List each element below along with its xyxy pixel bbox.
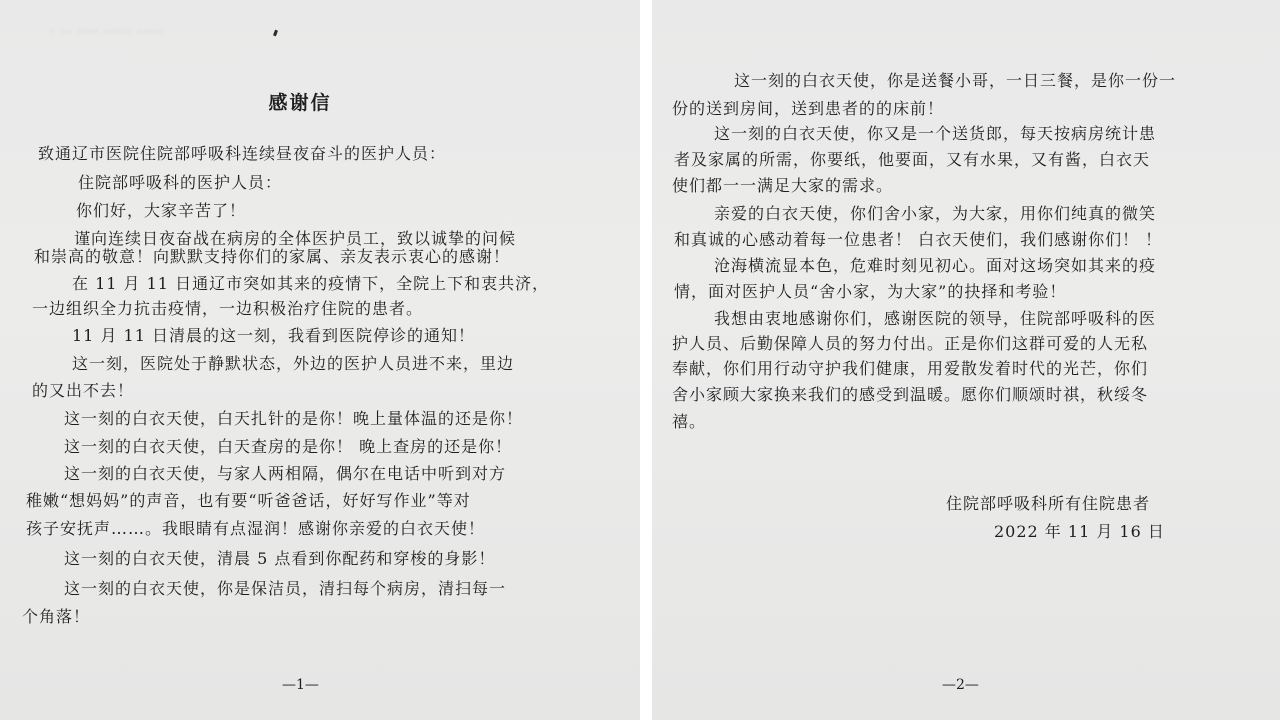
body-line: 这一刻的白衣天使，你是送餐小哥，一日三餐，是你一份一 bbox=[734, 71, 1177, 90]
body-line: 这一刻的白衣天使，白天查房的是你！ 晚上查房的还是你！ bbox=[64, 437, 513, 456]
letter-date: 2022 年 11 月 16 日 bbox=[994, 522, 1165, 541]
body-line: 护人员、后勤保障人员的努力付出。正是你们这群可爱的人无私 bbox=[672, 334, 1149, 353]
pen-tick-mark bbox=[273, 30, 278, 37]
body-line: 谨向连续日夜奋战在病房的全体医护员工，致以诚挚的问候 bbox=[74, 229, 517, 248]
page-number: —2— bbox=[942, 677, 979, 693]
body-line: 沧海横流显本色，危难时刻见初心。面对这场突如其来的疫 bbox=[714, 256, 1157, 275]
body-line: 我想由衷地感谢你们，感谢医院的领导，住院部呼吸科的医 bbox=[714, 309, 1157, 328]
body-line: 份的送到房间，送到患者的的床前！ bbox=[672, 99, 945, 118]
body-line: 住院部呼吸科的医护人员： bbox=[78, 173, 283, 192]
body-line: 稚嫩“想妈妈”的声音，也有要“听爸爸话，好好写作业”等对 bbox=[26, 491, 471, 510]
body-line: 舍小家顾大家换来我们的感受到温暖。愿你们顺颂时祺，秋绥冬 bbox=[672, 385, 1149, 404]
signature: 住院部呼吸科所有住院患者 bbox=[946, 494, 1151, 513]
body-line: 情，面对医护人员“舍小家，为大家”的抉择和考验！ bbox=[674, 282, 1067, 301]
body-line: 使们都一一满足大家的需求。 bbox=[672, 176, 894, 195]
body-line: 的又出不去！ bbox=[32, 381, 135, 400]
body-line: 这一刻的白衣天使，与家人两相隔，偶尔在电话中听到对方 bbox=[64, 464, 507, 483]
body-line: 这一刻的白衣天使，你又是一个送货郎，每天按病房统计患 bbox=[714, 124, 1157, 143]
body-line: 奉献，你们用行动守护我们健康，用爱散发着时代的光芒，你们 bbox=[672, 359, 1149, 378]
body-line: 一边组织全力抗击疫情，一边积极治疗住院的患者。 bbox=[32, 299, 424, 318]
body-line: 亲爱的白衣天使，你们舍小家，为大家，用你们纯真的微笑 bbox=[714, 204, 1157, 223]
body-line: 在 11 月 11 日通辽市突如其来的疫情下，全院上下和衷共济， bbox=[72, 274, 550, 293]
body-line: 11 月 11 日清晨的这一刻，我看到医院停诊的通知！ bbox=[72, 326, 475, 345]
salutation: 致通辽市医院住院部呼吸科连续昼夜奋斗的医护人员： bbox=[38, 144, 447, 163]
body-line: 这一刻的白衣天使，清晨 5 点看到你配药和穿梭的身影！ bbox=[64, 549, 496, 568]
body-line: 和崇高的敬意！向默默支持你们的家属、亲友表示衷心的感谢！ bbox=[34, 247, 511, 266]
letter-title: 感谢信 bbox=[268, 92, 332, 114]
body-line: 这一刻的白衣天使，你是保洁员，清扫每个病房，清扫每一 bbox=[64, 579, 507, 598]
body-line: 这一刻的白衣天使，白天扎针的是你！晚上量体温的还是你！ bbox=[64, 409, 524, 428]
body-line: 和真诚的心感动着每一位患者！ 白衣天使们，我们感谢你们！ ！ bbox=[674, 230, 1163, 249]
body-line: 个角落！ bbox=[22, 607, 91, 626]
body-line: 孩子安抚声……。我眼睛有点湿润！感谢你亲爱的白衣天使！ bbox=[26, 519, 486, 538]
page-number: —1— bbox=[282, 677, 319, 693]
body-line: 这一刻，医院处于静默状态，外边的医护人员进不来，里边 bbox=[72, 354, 515, 373]
letter-page-2 bbox=[652, 0, 1280, 720]
body-line: 禧。 bbox=[672, 412, 707, 431]
faded-header-marks: · ·· ···· ····· ····· bbox=[50, 24, 165, 40]
body-line: 你们好，大家辛苦了！ bbox=[76, 201, 247, 220]
body-line: 者及家属的所需，你要纸，他要面，又有水果，又有酱，白衣天 bbox=[674, 150, 1151, 169]
